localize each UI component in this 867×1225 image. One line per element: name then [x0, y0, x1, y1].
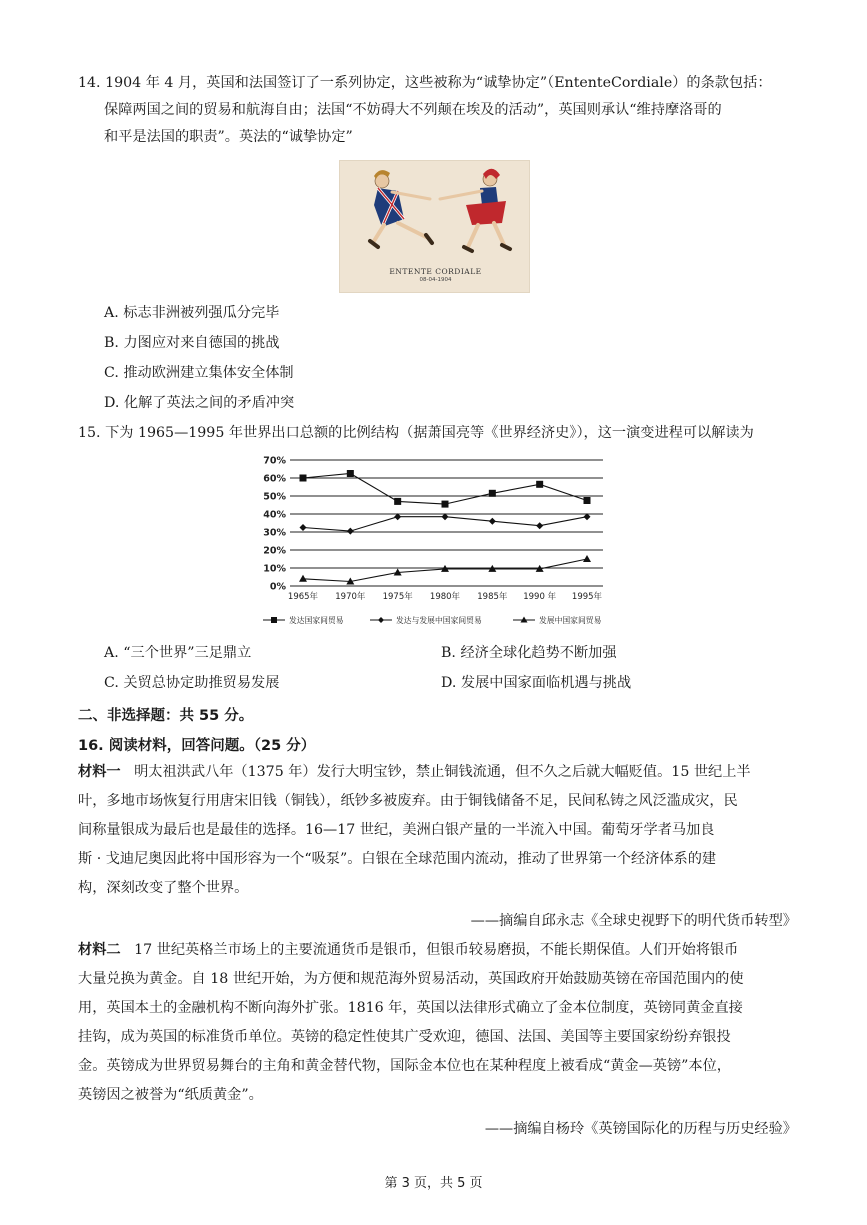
material-2-label: 材料二	[78, 942, 121, 958]
material-2-line: 大量兑换为黄金。自 18 世纪开始，为方便和规范海外贸易活动，英国政府开始鼓励英镑在帝国范围内的使	[78, 971, 744, 987]
material-2-source: ——摘编自杨玲《英镑国际化的历程与历史经验》	[484, 1121, 797, 1137]
page-footer: 第 3 页，共 5 页	[384, 1176, 483, 1191]
material-1-label: 材料一	[78, 764, 121, 780]
q15-option-a: A. “三个世界”三足鼎立	[104, 645, 252, 661]
q14-option-a: A. 标志非洲被列强瓜分完毕	[104, 305, 280, 321]
legend-label: 发达与发展中国家间贸易	[396, 616, 482, 625]
data-point-diamond	[347, 528, 354, 535]
x-tick-label: 1980年	[429, 592, 461, 602]
material-1-line: 构，深刻改变了整个世界。	[78, 880, 249, 896]
data-point-square	[536, 481, 543, 488]
q14-option-c: C. 推动欧洲建立集体安全体制	[104, 365, 294, 381]
x-tick-label: 1970年	[335, 592, 366, 602]
material-2-line: 挂钩，成为英国的标准货币单位。英镑的稳定性使其广受欢迎，德国、法国、美国等主要国家纷纷弃银投	[78, 1029, 731, 1045]
material-1-line: 斯 · 戈迪尼奥因此将中国形容为一个“吸泵”。白银在全球范围内流动，推动了世界第一个经济体系的建	[78, 851, 717, 867]
data-point-diamond	[300, 524, 307, 531]
y-tick-label: 30%	[263, 527, 286, 539]
material-1	[78, 758, 800, 903]
x-tick-label: 1995年	[571, 592, 603, 602]
q14-option-b: B. 力图应对来自德国的挑战	[104, 335, 280, 351]
legend-label: 发达国家间贸易	[289, 616, 344, 625]
y-tick-label: 60%	[263, 473, 286, 485]
q14-line-2: 保障两国之间的贸易和航海自由；法国“不妨碍大不列颠在埃及的活动”，英国则承认“维持摩洛哥的	[104, 102, 722, 118]
chart-svg	[255, 448, 625, 633]
y-tick-label: 20%	[263, 545, 286, 557]
data-point-square	[584, 497, 591, 504]
material-2-line	[78, 936, 800, 965]
dancing-figures-drawing	[340, 161, 530, 267]
material-2-line: 金。英镑成为世界贸易舞台的主角和黄金替代物，国际金本位也在某种程度上被看成“黄金—英镑”本位，	[78, 1058, 731, 1074]
legend-marker-square	[271, 617, 277, 623]
y-tick-label: 0%	[269, 581, 286, 593]
material-1-text: 明太祖洪武八年（1375 年）发行大明宝钞，禁止铜钱流通，但不久之后就大幅贬值。15 世纪上半	[134, 764, 751, 780]
x-tick-label: 1990 年	[523, 592, 557, 602]
illustration-caption: ENTENTE CORDIALE	[389, 267, 482, 276]
export-structure-chart	[255, 448, 625, 633]
data-point-square	[300, 475, 307, 482]
data-point-triangle	[583, 555, 591, 562]
material-1-line: 叶，多地市场恢复行用唐宋旧钱（铜钱），纸钞多被废弃。由于铜钱储备不足，民间私铸之风泛滥成灾，民	[78, 793, 738, 809]
q14-option-d: D. 化解了英法之间的矛盾冲突	[104, 395, 295, 411]
y-tick-label: 40%	[263, 509, 286, 521]
y-tick-label: 10%	[263, 563, 286, 575]
data-point-square	[489, 490, 496, 497]
entente-cordiale-illustration	[339, 160, 530, 293]
x-tick-label: 1975年	[382, 592, 413, 602]
question-16-title: 16. 阅读材料，回答问题。（25 分）	[78, 738, 316, 754]
q14-line-3: 和平是法国的职责”。英法的“诚挚协定”	[104, 129, 353, 145]
question-15-stem: 15. 下为 1965—1995 年世界出口总额的比例结构（据萧国亮等《世界经济史》），这一演变进程可以解读为	[78, 425, 754, 441]
q15-option-b: B. 经济全球化趋势不断加强	[441, 645, 617, 661]
data-point-diamond	[489, 518, 496, 525]
q15-option-d: D. 发展中国家面临机遇与挑战	[441, 675, 632, 691]
data-point-diamond	[536, 522, 543, 529]
material-2-line: 英镑因之被誉为“纸质黄金”。	[78, 1087, 263, 1103]
y-tick-label: 50%	[263, 491, 286, 503]
section-2-heading: 二、非选择题：共 55 分。	[78, 708, 254, 724]
material-2	[78, 936, 800, 1110]
question-14-stem	[78, 70, 800, 151]
material-2-line: 用，英国本土的金融机构不断向海外扩张。1816 年，英国以法律形式确立了金本位制度，英镑同黄金直接	[78, 1000, 743, 1016]
x-tick-label: 1965年	[287, 592, 319, 602]
y-tick-label: 70%	[263, 455, 286, 467]
material-1-line	[78, 758, 800, 787]
data-point-square	[394, 498, 401, 505]
q14-line-1: 14. 1904 年 4 月，英国和法国签订了一系列协定，这些被称为“诚挚协定”（EntenteCordiale）的条款包括：	[78, 75, 772, 91]
x-tick-label: 1985年	[477, 592, 508, 602]
material-1-source: ——摘编自邱永志《全球史视野下的明代货币转型》	[470, 913, 797, 929]
data-point-triangle	[299, 575, 307, 582]
data-point-square	[442, 501, 449, 508]
illustration-date: 08-04-1904	[419, 277, 452, 283]
data-point-square	[347, 470, 354, 477]
q15-option-c: C. 关贸总协定助推贸易发展	[104, 675, 280, 691]
material-1-line: 间称量银成为最后也是最佳的选择。16—17 世纪，美洲白银产量的一半流入中国。葡萄牙学者马加良	[78, 822, 715, 838]
material-2-text: 17 世纪英格兰市场上的主要流通货币是银币，但银币较易磨损，不能长期保值。人们开始将银币	[134, 942, 739, 958]
legend-marker-diamond	[378, 617, 384, 623]
legend-label: 发展中国家间贸易	[539, 616, 602, 625]
